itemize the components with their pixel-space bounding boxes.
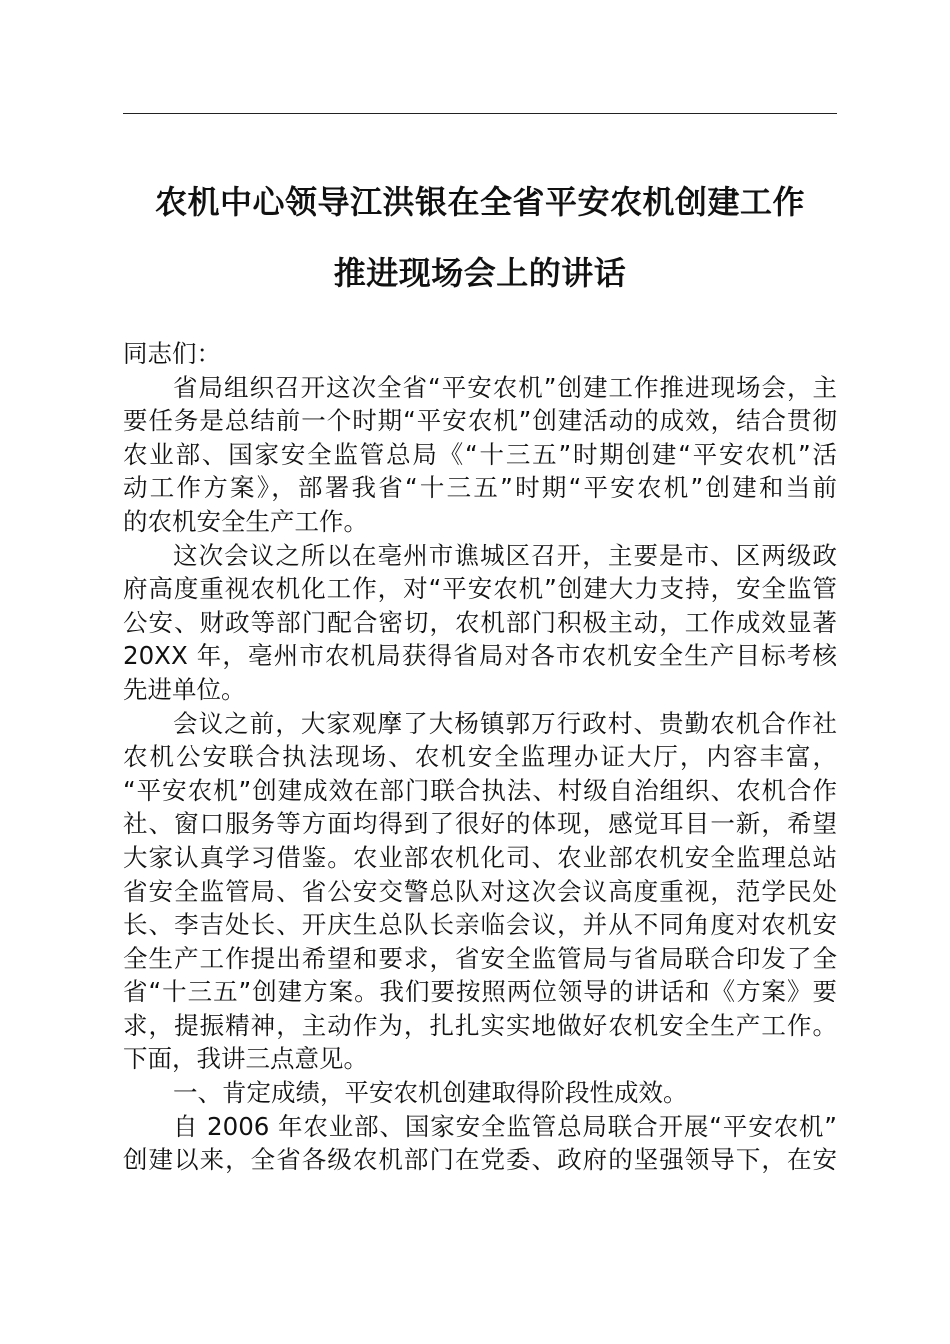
body-line: “平安农机”创建成效在部门联合执法、村级自治组织、农机合作 xyxy=(123,775,837,805)
body-line: 先进单位。 xyxy=(123,674,246,704)
body-line: 要任务是总结前一个时期“平安农机”创建活动的成效，结合贯彻 xyxy=(123,406,837,436)
section-heading: 一、肯定成绩，平安农机创建取得阶段性成效。 xyxy=(173,1078,688,1108)
body-line: 省“十三五”创建方案。我们要按照两位领导的讲话和《方案》要 xyxy=(123,977,837,1007)
document-title-line-1: 农机中心领导江洪银在全省平安农机创建工作 xyxy=(154,183,805,221)
document-body xyxy=(123,337,837,1177)
body-line: 会议之前，大家观摩了大杨镇郭万行政村、贵勤农机合作社 xyxy=(173,708,837,738)
body-line: 自 2006 年农业部、国家安全监管总局联合开展“平安农机” xyxy=(173,1111,837,1141)
body-line: 动工作方案》，部署我省“十三五”时期“平安农机”创建和当前 xyxy=(123,473,837,503)
body-line: 20XX 年，亳州市农机局获得省局对各市农机安全生产目标考核 xyxy=(123,641,837,671)
body-line: 公安、财政等部门配合密切，农机部门积极主动，工作成效显著 xyxy=(123,607,837,637)
header-rule xyxy=(123,113,837,114)
body-line: 全生产工作提出希望和要求，省安全监管局与省局联合印发了全 xyxy=(123,943,837,973)
body-line: 的农机安全生产工作。 xyxy=(123,506,368,536)
body-line: 这次会议之所以在亳州市谯城区召开，主要是市、区两级政 xyxy=(173,540,837,570)
body-line: 大家认真学习借鉴。农业部农机化司、农业部农机安全监理总站 xyxy=(123,842,837,872)
salutation: 同志们： xyxy=(123,339,221,368)
document-title-line-2: 推进现场会上的讲话 xyxy=(333,254,627,292)
body-line: 府高度重视农机化工作，对“平安农机”创建大力支持，安全监管 xyxy=(123,574,837,604)
body-line: 社、窗口服务等方面均得到了很好的体现，感觉耳目一新，希望 xyxy=(123,809,837,839)
body-line: 下面，我讲三点意见。 xyxy=(123,1044,368,1074)
body-line: 求，提振精神，主动作为，扎扎实实地做好农机安全生产工作。 xyxy=(123,1010,837,1040)
body-line: 省局组织召开这次全省“平安农机”创建工作推进现场会，主 xyxy=(173,372,837,402)
body-line: 农机公安联合执法现场、农机安全监理办证大厅，内容丰富， xyxy=(123,742,837,772)
body-line: 省安全监管局、省公安交警总队对这次会议高度重视，范学民处 xyxy=(123,876,837,906)
body-line: 长、李吉处长、开庆生总队长亲临会议，并从不同角度对农机安 xyxy=(123,910,837,940)
body-line: 农业部、国家安全监管总局《“十三五”时期创建“平安农机”活 xyxy=(123,439,837,469)
body-line: 创建以来，全省各级农机部门在党委、政府的坚强领导下，在安 xyxy=(123,1145,837,1175)
